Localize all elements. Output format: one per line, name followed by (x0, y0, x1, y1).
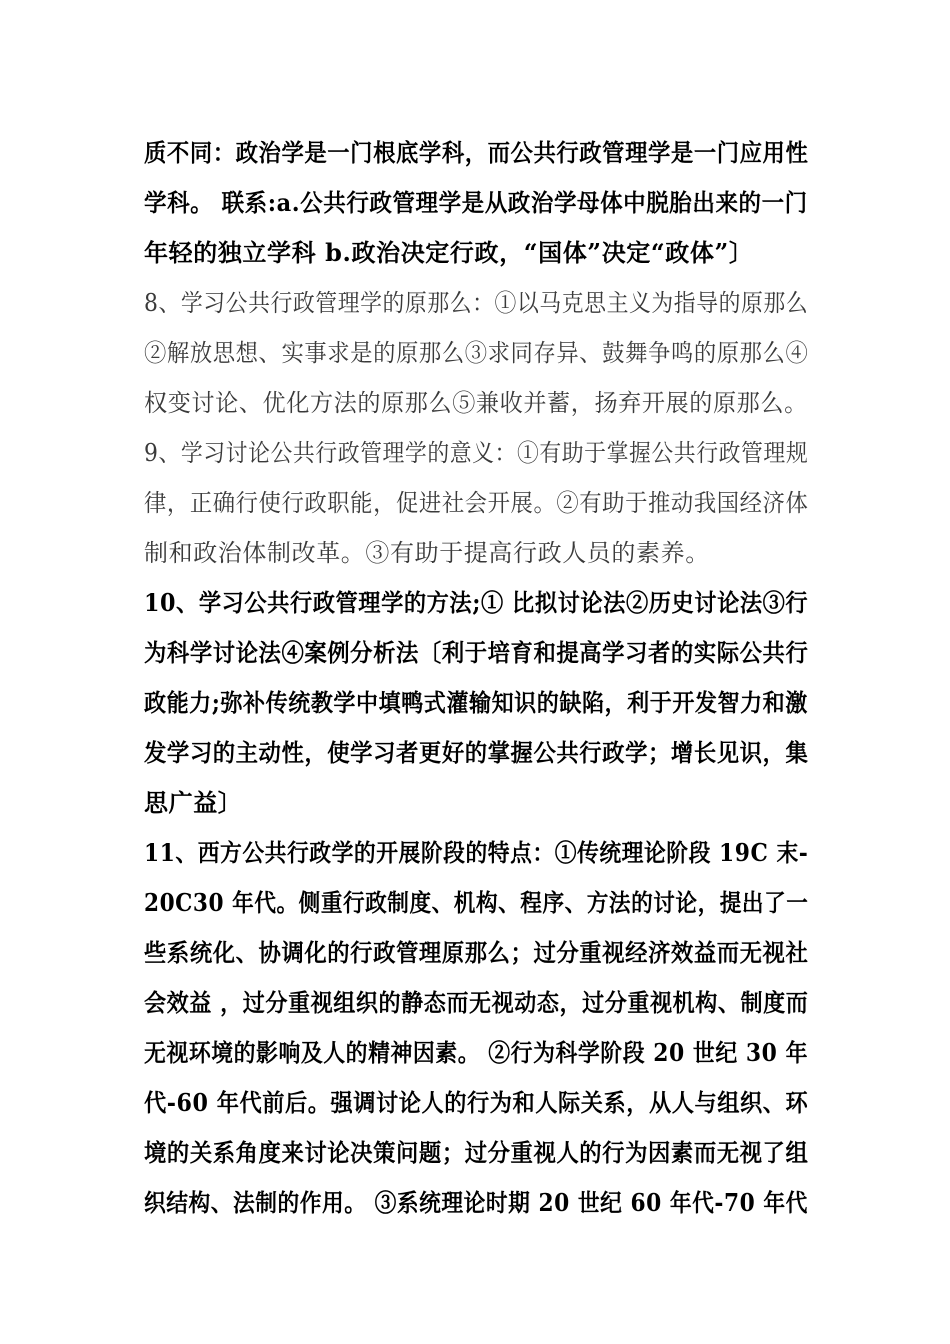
text-line: 质不同：政治学是一门根底学科，而公共行政管理学是一门应用性 (144, 138, 809, 167)
text-line: 政能力;弥补传统教学中填鸭式灌输知识的缺陷，利于开发智力和激 (144, 688, 808, 717)
paragraph-11 (144, 828, 808, 1228)
text-line: 11、西方公共行政学的开展阶段的特点：①传统理论阶段 19C 末- (144, 838, 809, 867)
text-line: 发学习的主动性，使学习者更好的掌握公共行政学；增长见识，集 (144, 738, 809, 767)
text-line: 为科学讨论法④案例分析法〔利于培育和提高学习者的实际公共行 (144, 638, 809, 667)
paragraph-9 (144, 428, 808, 578)
text-line: 权变讨论、优化方法的原那么⑤兼收并蓄，扬弃开展的原那么。 (144, 389, 808, 417)
text-line: 代-60 年代前后。强调讨论人的行为和人际关系，从人与组织、环 (144, 1088, 809, 1117)
text-line: 无视环境的影响及人的精神因素。 ②行为科学阶段 20 世纪 30 年 (144, 1038, 808, 1067)
paragraph-8 (144, 278, 808, 428)
text-line: 8、学习公共行政管理学的原那么：①以马克思主义为指导的原那么 (144, 289, 809, 317)
text-line: 学科。 联系:a.公共行政管理学是从政治学母体中脱胎出来的一门 (144, 188, 808, 217)
text-line: 会效益 ，过分重视组织的静态而无视动态，过分重视机构、制度而 (144, 988, 809, 1017)
text-line: 律，正确行使行政职能，促进社会开展。②有助于推动我国经济体 (144, 489, 809, 517)
text-line: ②解放思想、实事求是的原那么③求同存异、鼓舞争鸣的原那么④ (144, 339, 809, 367)
text-line: 20C30 年代。侧重行政制度、机构、程序、方法的讨论，提出了一 (144, 888, 809, 917)
text-line: 10、学习公共行政管理学的方法;① 比拟讨论法②历史讨论法③行 (144, 588, 809, 617)
text-line: 思广益〕 (144, 788, 243, 817)
text-line: 9、学习讨论公共行政管理学的意义：①有助于掌握公共行政管理规 (144, 439, 809, 467)
text-line: 境的关系角度来讨论决策问题；过分重视人的行为因素而无视了组 (144, 1138, 809, 1167)
text-line: 年轻的独立学科 b.政治决定行政，“国体”决定“政体”〕 (144, 238, 754, 267)
document-body (144, 128, 808, 1228)
text-line: 制和政治体制改革。③有助于提高行政人员的素养。 (144, 539, 710, 567)
text-line: 织结构、法制的作用。 ③系统理论时期 20 世纪 60 年代-70 年代 (144, 1188, 808, 1217)
text-line: 些系统化、协调化的行政管理原那么；过分重视经济效益而无视社 (144, 938, 809, 967)
paragraph-10 (144, 578, 808, 828)
paragraph-continuation (144, 128, 808, 278)
